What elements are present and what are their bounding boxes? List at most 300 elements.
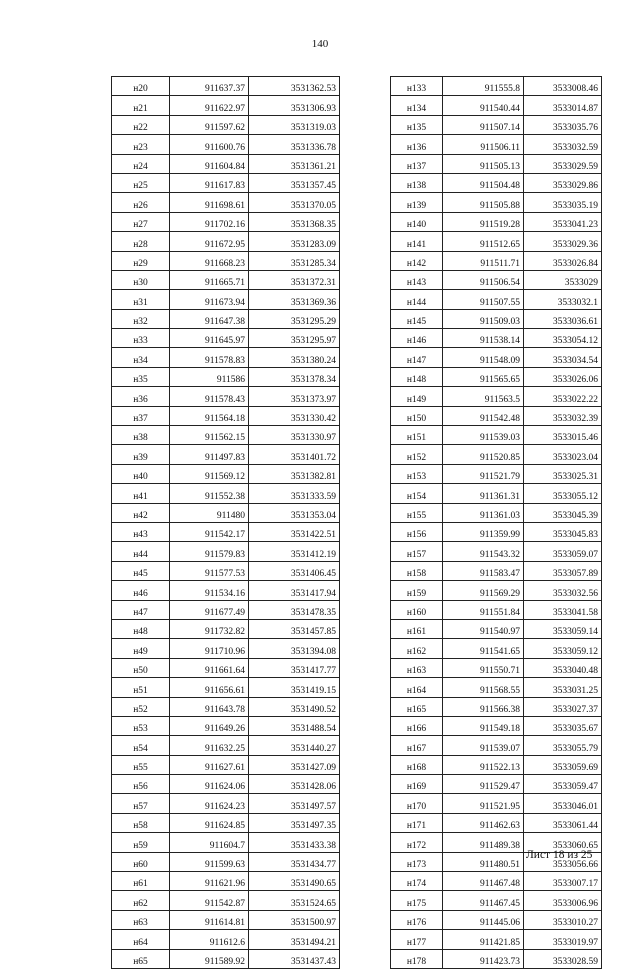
- point-id-cell: н164: [391, 678, 443, 697]
- x-coordinate-cell: 911423.73: [443, 949, 524, 968]
- table-row: [112, 406, 340, 425]
- y-coordinate-cell: 3533059.07: [524, 542, 602, 561]
- table-row: [112, 775, 340, 794]
- x-coordinate-cell: 911668.23: [170, 251, 249, 270]
- x-coordinate-cell: 911548.09: [443, 348, 524, 367]
- table-row: [112, 755, 340, 774]
- table-row: [112, 619, 340, 638]
- table-row: [391, 891, 602, 910]
- table-row: [112, 290, 340, 309]
- table-row: [112, 270, 340, 289]
- point-id-cell: н173: [391, 852, 443, 871]
- table-row: [112, 794, 340, 813]
- table-row: [391, 522, 602, 541]
- y-coordinate-cell: 3533006.96: [524, 891, 602, 910]
- point-id-cell: н135: [391, 115, 443, 134]
- point-id-cell: н23: [112, 135, 170, 154]
- y-coordinate-cell: 3533055.79: [524, 736, 602, 755]
- point-id-cell: н24: [112, 154, 170, 173]
- point-id-cell: н42: [112, 503, 170, 522]
- x-coordinate-cell: 911359.99: [443, 522, 524, 541]
- point-id-cell: н56: [112, 775, 170, 794]
- point-id-cell: н51: [112, 678, 170, 697]
- table-row: [391, 290, 602, 309]
- y-coordinate-cell: 3533029.36: [524, 232, 602, 251]
- table-row: [112, 426, 340, 445]
- x-coordinate-cell: 911569.29: [443, 581, 524, 600]
- table-row: [391, 77, 602, 96]
- x-coordinate-cell: 911541.65: [443, 639, 524, 658]
- table-row: [391, 426, 602, 445]
- table-row: [391, 406, 602, 425]
- y-coordinate-cell: 3533035.19: [524, 193, 602, 212]
- table-row: [391, 173, 602, 192]
- point-id-cell: н63: [112, 910, 170, 929]
- x-coordinate-cell: 911612.6: [170, 930, 249, 949]
- table-row: [112, 367, 340, 386]
- y-coordinate-cell: 3531380.24: [249, 348, 340, 367]
- table-row: [391, 775, 602, 794]
- x-coordinate-cell: 911540.44: [443, 96, 524, 115]
- point-id-cell: н60: [112, 852, 170, 871]
- x-coordinate-cell: 911543.32: [443, 542, 524, 561]
- table-row: [112, 348, 340, 367]
- point-id-cell: н153: [391, 464, 443, 483]
- y-coordinate-cell: 3533059.14: [524, 619, 602, 638]
- x-coordinate-cell: 911624.23: [170, 794, 249, 813]
- point-id-cell: н65: [112, 949, 170, 968]
- y-coordinate-cell: 3531437.43: [249, 949, 340, 968]
- y-coordinate-cell: 3533059.69: [524, 755, 602, 774]
- table-row: [112, 930, 340, 949]
- y-coordinate-cell: 3533010.27: [524, 910, 602, 929]
- x-coordinate-cell: 911361.03: [443, 503, 524, 522]
- x-coordinate-cell: 911539.03: [443, 426, 524, 445]
- y-coordinate-cell: 3531417.94: [249, 581, 340, 600]
- table-row: [391, 930, 602, 949]
- y-coordinate-cell: 3531488.54: [249, 716, 340, 735]
- table-row: [391, 387, 602, 406]
- x-coordinate-cell: 911577.53: [170, 561, 249, 580]
- table-row: [112, 232, 340, 251]
- point-id-cell: н155: [391, 503, 443, 522]
- point-id-cell: н61: [112, 872, 170, 891]
- y-coordinate-cell: 3531361.21: [249, 154, 340, 173]
- point-id-cell: н154: [391, 484, 443, 503]
- point-id-cell: н141: [391, 232, 443, 251]
- table-row: [391, 716, 602, 735]
- y-coordinate-cell: 3531357.45: [249, 173, 340, 192]
- point-id-cell: н136: [391, 135, 443, 154]
- table-row: [391, 445, 602, 464]
- point-id-cell: н147: [391, 348, 443, 367]
- y-coordinate-cell: 3531295.97: [249, 329, 340, 348]
- point-id-cell: н44: [112, 542, 170, 561]
- x-coordinate-cell: 911604.7: [170, 833, 249, 852]
- point-id-cell: н159: [391, 581, 443, 600]
- point-id-cell: н138: [391, 173, 443, 192]
- table-row: [112, 503, 340, 522]
- x-coordinate-cell: 911677.49: [170, 600, 249, 619]
- y-coordinate-cell: 3533057.89: [524, 561, 602, 580]
- x-coordinate-cell: 911661.64: [170, 658, 249, 677]
- y-coordinate-cell: 3531378.34: [249, 367, 340, 386]
- x-coordinate-cell: 911529.47: [443, 775, 524, 794]
- table-row: [112, 77, 340, 96]
- x-coordinate-cell: 911624.85: [170, 813, 249, 832]
- y-coordinate-cell: 3531406.45: [249, 561, 340, 580]
- y-coordinate-cell: 3531497.35: [249, 813, 340, 832]
- y-coordinate-cell: 3533019.97: [524, 930, 602, 949]
- x-coordinate-cell: 911564.18: [170, 406, 249, 425]
- table-row: [112, 445, 340, 464]
- point-id-cell: н52: [112, 697, 170, 716]
- point-id-cell: н177: [391, 930, 443, 949]
- point-id-cell: н62: [112, 891, 170, 910]
- point-id-cell: н169: [391, 775, 443, 794]
- x-coordinate-cell: 911549.18: [443, 716, 524, 735]
- point-id-cell: н139: [391, 193, 443, 212]
- x-coordinate-cell: 911622.97: [170, 96, 249, 115]
- point-id-cell: н151: [391, 426, 443, 445]
- x-coordinate-cell: 911604.84: [170, 154, 249, 173]
- point-id-cell: н59: [112, 833, 170, 852]
- y-coordinate-cell: 3533059.47: [524, 775, 602, 794]
- point-id-cell: н143: [391, 270, 443, 289]
- table-row: [391, 658, 602, 677]
- table-row: [391, 309, 602, 328]
- point-id-cell: н175: [391, 891, 443, 910]
- y-coordinate-cell: 3531333.59: [249, 484, 340, 503]
- y-coordinate-cell: 3533041.58: [524, 600, 602, 619]
- x-coordinate-cell: 911505.13: [443, 154, 524, 173]
- table-row: [391, 678, 602, 697]
- y-coordinate-cell: 3533056.66: [524, 852, 602, 871]
- point-id-cell: н142: [391, 251, 443, 270]
- y-coordinate-cell: 3533054.12: [524, 329, 602, 348]
- point-id-cell: н46: [112, 581, 170, 600]
- y-coordinate-cell: 3531369.36: [249, 290, 340, 309]
- point-id-cell: н37: [112, 406, 170, 425]
- x-coordinate-cell: 911507.55: [443, 290, 524, 309]
- x-coordinate-cell: 911578.83: [170, 348, 249, 367]
- table-row: [112, 697, 340, 716]
- point-id-cell: н134: [391, 96, 443, 115]
- y-coordinate-cell: 3531457.85: [249, 619, 340, 638]
- point-id-cell: н146: [391, 329, 443, 348]
- table-row: [391, 910, 602, 929]
- point-id-cell: н161: [391, 619, 443, 638]
- y-coordinate-cell: 3531373.97: [249, 387, 340, 406]
- table-row: [391, 949, 602, 968]
- table-row: [391, 464, 602, 483]
- point-id-cell: н29: [112, 251, 170, 270]
- table-row: [391, 542, 602, 561]
- x-coordinate-cell: 911710.96: [170, 639, 249, 658]
- x-coordinate-cell: 911583.47: [443, 561, 524, 580]
- y-coordinate-cell: 3531412.19: [249, 542, 340, 561]
- table-row: [391, 872, 602, 891]
- x-coordinate-cell: 911539.07: [443, 736, 524, 755]
- table-row: [112, 561, 340, 580]
- y-coordinate-cell: 3531336.78: [249, 135, 340, 154]
- y-coordinate-cell: 3533029.86: [524, 173, 602, 192]
- x-coordinate-cell: 911632.25: [170, 736, 249, 755]
- table-row: [112, 600, 340, 619]
- y-coordinate-cell: 3533036.61: [524, 309, 602, 328]
- x-coordinate-cell: 911504.48: [443, 173, 524, 192]
- x-coordinate-cell: 911421.85: [443, 930, 524, 949]
- coordinates-table-right: [390, 76, 602, 969]
- x-coordinate-cell: 911542.17: [170, 522, 249, 541]
- y-coordinate-cell: 3531422.51: [249, 522, 340, 541]
- point-id-cell: н170: [391, 794, 443, 813]
- table-row: [391, 581, 602, 600]
- table-row: [391, 561, 602, 580]
- x-coordinate-cell: 911509.03: [443, 309, 524, 328]
- table-row: [112, 251, 340, 270]
- x-coordinate-cell: 911589.92: [170, 949, 249, 968]
- table-row: [391, 697, 602, 716]
- point-id-cell: н166: [391, 716, 443, 735]
- x-coordinate-cell: 911552.38: [170, 484, 249, 503]
- y-coordinate-cell: 3531478.35: [249, 600, 340, 619]
- point-id-cell: н165: [391, 697, 443, 716]
- table-row: [391, 270, 602, 289]
- table-row: [391, 212, 602, 231]
- point-id-cell: н171: [391, 813, 443, 832]
- table-row: [391, 96, 602, 115]
- x-coordinate-cell: 911702.16: [170, 212, 249, 231]
- point-id-cell: н160: [391, 600, 443, 619]
- point-id-cell: н40: [112, 464, 170, 483]
- y-coordinate-cell: 3531494.21: [249, 930, 340, 949]
- table-row: [112, 193, 340, 212]
- x-coordinate-cell: 911462.63: [443, 813, 524, 832]
- y-coordinate-cell: 3533032.56: [524, 581, 602, 600]
- point-id-cell: н133: [391, 77, 443, 96]
- table-row: [391, 329, 602, 348]
- x-coordinate-cell: 911614.81: [170, 910, 249, 929]
- y-coordinate-cell: 3531368.35: [249, 212, 340, 231]
- y-coordinate-cell: 3531490.65: [249, 872, 340, 891]
- y-coordinate-cell: 3531401.72: [249, 445, 340, 464]
- y-coordinate-cell: 3533029.59: [524, 154, 602, 173]
- y-coordinate-cell: 3533060.65: [524, 833, 602, 852]
- x-coordinate-cell: 911550.71: [443, 658, 524, 677]
- point-id-cell: н22: [112, 115, 170, 134]
- point-id-cell: н47: [112, 600, 170, 619]
- y-coordinate-cell: 3531440.27: [249, 736, 340, 755]
- x-coordinate-cell: 911645.97: [170, 329, 249, 348]
- point-id-cell: н57: [112, 794, 170, 813]
- point-id-cell: н39: [112, 445, 170, 464]
- y-coordinate-cell: 3533035.67: [524, 716, 602, 735]
- point-id-cell: н162: [391, 639, 443, 658]
- x-coordinate-cell: 911562.15: [170, 426, 249, 445]
- x-coordinate-cell: 911534.16: [170, 581, 249, 600]
- table-row: [112, 329, 340, 348]
- x-coordinate-cell: 911665.71: [170, 270, 249, 289]
- x-coordinate-cell: 911617.83: [170, 173, 249, 192]
- y-coordinate-cell: 3533040.48: [524, 658, 602, 677]
- x-coordinate-cell: 911698.61: [170, 193, 249, 212]
- y-coordinate-cell: 3533046.01: [524, 794, 602, 813]
- y-coordinate-cell: 3531285.34: [249, 251, 340, 270]
- x-coordinate-cell: 911566.38: [443, 697, 524, 716]
- point-id-cell: н36: [112, 387, 170, 406]
- x-coordinate-cell: 911599.63: [170, 852, 249, 871]
- table-row: [112, 309, 340, 328]
- point-id-cell: н53: [112, 716, 170, 735]
- y-coordinate-cell: 3531490.52: [249, 697, 340, 716]
- point-id-cell: н152: [391, 445, 443, 464]
- x-coordinate-cell: 911542.87: [170, 891, 249, 910]
- point-id-cell: н20: [112, 77, 170, 96]
- y-coordinate-cell: 3531330.42: [249, 406, 340, 425]
- point-id-cell: н150: [391, 406, 443, 425]
- x-coordinate-cell: 911647.38: [170, 309, 249, 328]
- table-row: [391, 232, 602, 251]
- table-row: [391, 503, 602, 522]
- point-id-cell: н26: [112, 193, 170, 212]
- table-row: [391, 367, 602, 386]
- point-id-cell: н137: [391, 154, 443, 173]
- x-coordinate-cell: 911540.97: [443, 619, 524, 638]
- point-id-cell: н35: [112, 367, 170, 386]
- table-row: [112, 872, 340, 891]
- table-row: [391, 348, 602, 367]
- y-coordinate-cell: 3531394.08: [249, 639, 340, 658]
- y-coordinate-cell: 3533014.87: [524, 96, 602, 115]
- x-coordinate-cell: 911445.06: [443, 910, 524, 929]
- y-coordinate-cell: 3531500.97: [249, 910, 340, 929]
- y-coordinate-cell: 3533029: [524, 270, 602, 289]
- y-coordinate-cell: 3533059.12: [524, 639, 602, 658]
- y-coordinate-cell: 3531319.03: [249, 115, 340, 134]
- table-row: [112, 387, 340, 406]
- y-coordinate-cell: 3531433.38: [249, 833, 340, 852]
- x-coordinate-cell: 911672.95: [170, 232, 249, 251]
- x-coordinate-cell: 911586: [170, 367, 249, 386]
- table-row: [112, 639, 340, 658]
- x-coordinate-cell: 911497.83: [170, 445, 249, 464]
- table-row: [112, 522, 340, 541]
- x-coordinate-cell: 911624.06: [170, 775, 249, 794]
- point-id-cell: н25: [112, 173, 170, 192]
- table-row: [391, 639, 602, 658]
- x-coordinate-cell: 911521.95: [443, 794, 524, 813]
- point-id-cell: н28: [112, 232, 170, 251]
- point-id-cell: н58: [112, 813, 170, 832]
- table-row: [112, 464, 340, 483]
- point-id-cell: н54: [112, 736, 170, 755]
- y-coordinate-cell: 3533055.12: [524, 484, 602, 503]
- x-coordinate-cell: 911656.61: [170, 678, 249, 697]
- y-coordinate-cell: 3533026.84: [524, 251, 602, 270]
- point-id-cell: н163: [391, 658, 443, 677]
- y-coordinate-cell: 3533015.46: [524, 426, 602, 445]
- table-row: [112, 813, 340, 832]
- point-id-cell: н157: [391, 542, 443, 561]
- y-coordinate-cell: 3533023.04: [524, 445, 602, 464]
- x-coordinate-cell: 911649.26: [170, 716, 249, 735]
- table-row: [112, 678, 340, 697]
- x-coordinate-cell: 911568.55: [443, 678, 524, 697]
- x-coordinate-cell: 911507.14: [443, 115, 524, 134]
- y-coordinate-cell: 3533032.1: [524, 290, 602, 309]
- y-coordinate-cell: 3533032.39: [524, 406, 602, 425]
- x-coordinate-cell: 911361.31: [443, 484, 524, 503]
- y-coordinate-cell: 3531370.05: [249, 193, 340, 212]
- x-coordinate-cell: 911621.96: [170, 872, 249, 891]
- table-row: [391, 115, 602, 134]
- x-coordinate-cell: 911597.62: [170, 115, 249, 134]
- y-coordinate-cell: 3531283.09: [249, 232, 340, 251]
- point-id-cell: н50: [112, 658, 170, 677]
- x-coordinate-cell: 911489.38: [443, 833, 524, 852]
- x-coordinate-cell: 911551.84: [443, 600, 524, 619]
- table-row: [391, 736, 602, 755]
- point-id-cell: н49: [112, 639, 170, 658]
- point-id-cell: н174: [391, 872, 443, 891]
- table-row: [112, 852, 340, 871]
- y-coordinate-cell: 3533035.76: [524, 115, 602, 134]
- table-row: [391, 135, 602, 154]
- x-coordinate-cell: 911578.43: [170, 387, 249, 406]
- point-id-cell: н176: [391, 910, 443, 929]
- table-row: [112, 891, 340, 910]
- x-coordinate-cell: 911480.51: [443, 852, 524, 871]
- point-id-cell: н38: [112, 426, 170, 445]
- y-coordinate-cell: 3533008.46: [524, 77, 602, 96]
- y-coordinate-cell: 3531419.15: [249, 678, 340, 697]
- y-coordinate-cell: 3533027.37: [524, 697, 602, 716]
- x-coordinate-cell: 911519.28: [443, 212, 524, 231]
- table-row: [112, 542, 340, 561]
- point-id-cell: н172: [391, 833, 443, 852]
- table-row: [391, 600, 602, 619]
- x-coordinate-cell: 911542.48: [443, 406, 524, 425]
- y-coordinate-cell: 3531427.09: [249, 755, 340, 774]
- y-coordinate-cell: 3533032.59: [524, 135, 602, 154]
- y-coordinate-cell: 3533007.17: [524, 872, 602, 891]
- table-row: [391, 794, 602, 813]
- y-coordinate-cell: 3533031.25: [524, 678, 602, 697]
- y-coordinate-cell: 3533045.83: [524, 522, 602, 541]
- x-coordinate-cell: 911637.37: [170, 77, 249, 96]
- table-row: [391, 619, 602, 638]
- table-row: [112, 716, 340, 735]
- table-row: [112, 212, 340, 231]
- point-id-cell: н149: [391, 387, 443, 406]
- x-coordinate-cell: 911521.79: [443, 464, 524, 483]
- x-coordinate-cell: 911512.65: [443, 232, 524, 251]
- y-coordinate-cell: 3533025.31: [524, 464, 602, 483]
- point-id-cell: н178: [391, 949, 443, 968]
- x-coordinate-cell: 911565.65: [443, 367, 524, 386]
- x-coordinate-cell: 911522.13: [443, 755, 524, 774]
- x-coordinate-cell: 911569.12: [170, 464, 249, 483]
- x-coordinate-cell: 911506.11: [443, 135, 524, 154]
- table-row: [112, 173, 340, 192]
- point-id-cell: н167: [391, 736, 443, 755]
- table-row: [391, 484, 602, 503]
- x-coordinate-cell: 911467.48: [443, 872, 524, 891]
- x-coordinate-cell: 911480: [170, 503, 249, 522]
- x-coordinate-cell: 911579.83: [170, 542, 249, 561]
- y-coordinate-cell: 3531524.65: [249, 891, 340, 910]
